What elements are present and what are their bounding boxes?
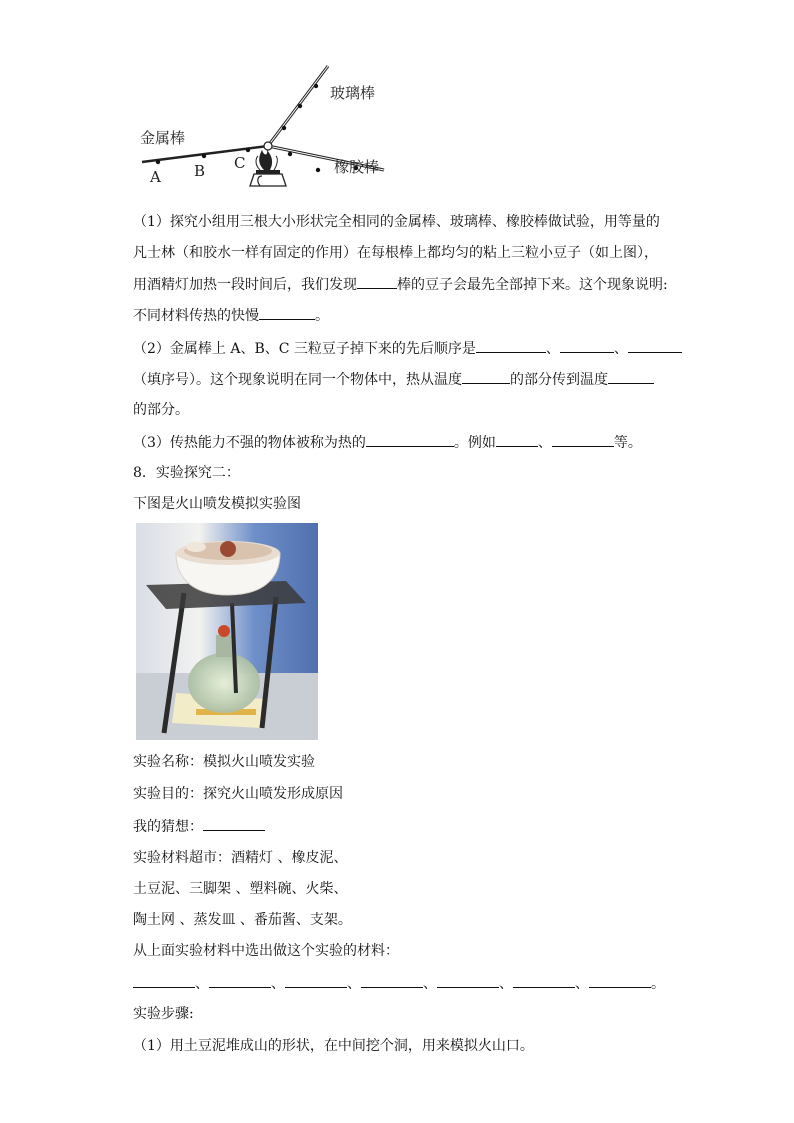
q1-line-4 bbox=[133, 305, 329, 326]
answer-blank[interactable] bbox=[476, 338, 546, 353]
q3-line-1c: 等。 bbox=[613, 435, 642, 451]
answer-blank[interactable] bbox=[209, 973, 271, 988]
section-8-intro: 下图是火山喷发模拟实验图 bbox=[133, 496, 301, 512]
q1-line-1: （1）探究小组用三根大小形状完全相同的金属棒、玻璃棒、橡胶棒做试验，用等量的 bbox=[133, 214, 660, 230]
separator: 、 bbox=[347, 976, 361, 992]
answer-blank[interactable] bbox=[552, 432, 614, 447]
end-mark: 。 bbox=[651, 976, 665, 992]
experiment-steps: 实验步骤: bbox=[133, 1006, 194, 1022]
materials-blanks bbox=[133, 973, 665, 994]
separator: 、 bbox=[613, 341, 628, 357]
experiment-name: 实验名称：模拟火山喷发实验 bbox=[133, 754, 315, 770]
volcano-experiment-photo bbox=[136, 523, 318, 740]
materials-line-3: 陶土网 、蒸发皿 、番茄酱、支架。 bbox=[133, 912, 352, 928]
rubber-rod-label: 橡胶棒 bbox=[334, 158, 380, 176]
q2-line-2 bbox=[133, 369, 654, 390]
answer-blank[interactable] bbox=[628, 338, 682, 353]
q1-line-4b: 。 bbox=[315, 308, 329, 324]
separator: 、 bbox=[545, 341, 560, 357]
q3-line-1a: （3）传热能力不强的物体被称为热的 bbox=[133, 435, 366, 451]
answer-blank[interactable] bbox=[462, 369, 510, 384]
point-c-label: C bbox=[234, 154, 246, 172]
materials-line-2: 土豆泥、三脚架 、塑料碗、火柴、 bbox=[133, 881, 348, 897]
answer-blank[interactable] bbox=[357, 274, 397, 289]
q1-line-2: 凡士林（和胶水一样有固定的作用）在每根棒上都均匀的粘上三粒小豆子（如上图）， bbox=[133, 245, 658, 261]
rods-heating-figure bbox=[128, 58, 398, 188]
step-1: （1）用土豆泥堆成山的形状，在中间挖个洞，用来模拟火山口。 bbox=[133, 1038, 534, 1054]
separator: 、 bbox=[537, 435, 552, 451]
choose-materials: 从上面实验材料中选出做这个实验的材料： bbox=[133, 943, 399, 959]
answer-blank[interactable] bbox=[259, 305, 315, 320]
my-guess bbox=[133, 816, 265, 837]
q1-line-3a: 用酒精灯加热一段时间后，我们发现 bbox=[133, 277, 357, 293]
separator: 、 bbox=[195, 976, 209, 992]
q2-line-1a: （2）金属棒上 A、B、C 三粒豆子掉下来的先后顺序是 bbox=[133, 341, 476, 357]
answer-blank[interactable] bbox=[560, 338, 614, 353]
answer-blank[interactable] bbox=[366, 432, 454, 447]
point-b-label: B bbox=[194, 162, 206, 180]
point-a-label: A bbox=[150, 168, 161, 186]
separator: 、 bbox=[271, 976, 285, 992]
q1-line-3b: 棒的豆子会最先全部掉下来。这个现象说明: bbox=[397, 277, 668, 293]
answer-blank[interactable] bbox=[361, 973, 423, 988]
q2-line-3: 的部分。 bbox=[133, 402, 189, 418]
answer-blank[interactable] bbox=[496, 432, 538, 447]
answer-blank[interactable] bbox=[589, 973, 651, 988]
q2-line-1 bbox=[133, 338, 682, 359]
experiment-purpose: 实验目的：探究火山喷发形成原因 bbox=[133, 786, 343, 802]
separator: 、 bbox=[423, 976, 437, 992]
answer-blank[interactable] bbox=[133, 973, 195, 988]
answer-blank[interactable] bbox=[203, 816, 265, 831]
glass-rod-label: 玻璃棒 bbox=[330, 84, 376, 102]
q1-line-4a: 不同材料传热的快慢 bbox=[133, 308, 259, 324]
answer-blank[interactable] bbox=[513, 973, 575, 988]
separator: 、 bbox=[575, 976, 589, 992]
materials-line-1: 实验材料超市：酒精灯 、橡皮泥、 bbox=[133, 850, 348, 866]
metal-rod-label: 金属棒 bbox=[140, 129, 186, 147]
separator: 、 bbox=[499, 976, 513, 992]
q1-line-3 bbox=[133, 274, 668, 295]
q2-line-2a: （填序号）。这个现象说明在同一个物体中，热从温度 bbox=[133, 372, 462, 388]
my-guess-label: 我的猜想： bbox=[133, 819, 203, 835]
q2-line-2b: 的部分传到温度 bbox=[510, 372, 608, 388]
answer-blank[interactable] bbox=[608, 369, 654, 384]
q3-line-1b: 。例如 bbox=[453, 435, 496, 451]
q3-line-1 bbox=[133, 432, 642, 453]
answer-blank[interactable] bbox=[285, 973, 347, 988]
answer-blank[interactable] bbox=[437, 973, 499, 988]
section-8-heading: 8．实验探究二： bbox=[133, 465, 240, 481]
